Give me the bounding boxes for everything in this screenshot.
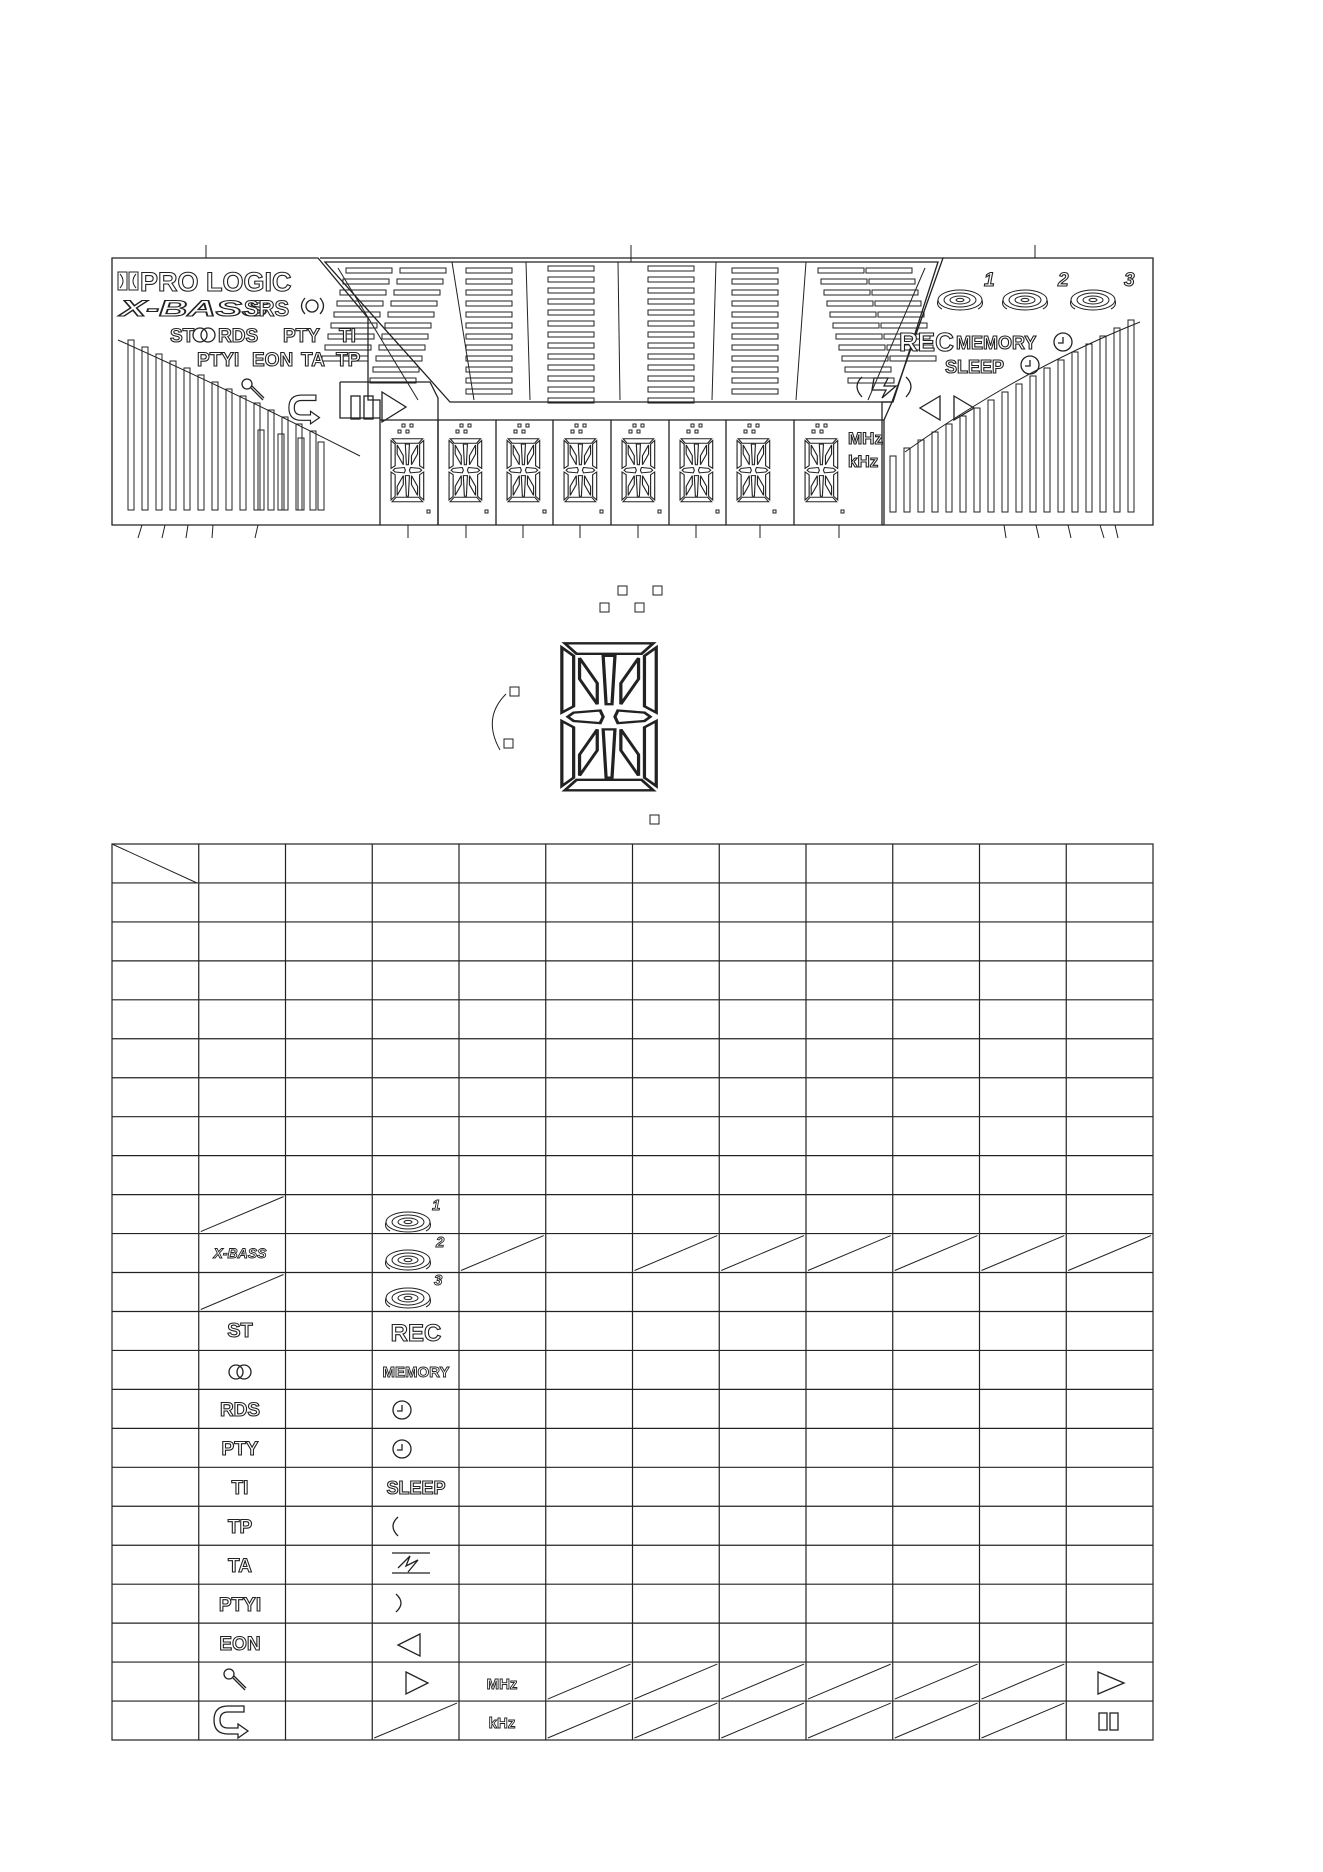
spectrum-bar [732,301,778,306]
spectrum-bar [548,332,594,337]
level-bar [254,403,260,510]
empty-cell-slash [895,1703,978,1738]
digit-box [553,420,611,525]
empty-cell-slash [548,1664,631,1699]
spectrum-bar [732,356,778,361]
clock-icon [1054,333,1072,351]
table-eon: EON [219,1634,261,1655]
spectrum-bar [400,268,446,273]
table-disc-2-number: 2 [436,1234,445,1251]
spectrum-bar [648,310,694,315]
empty-cell-slash [895,1664,978,1699]
table-sleep: SLEEP [386,1478,446,1498]
rec-label: REC [899,327,954,357]
srs-surround-icon [302,298,324,314]
table-pause-icon [1099,1713,1118,1730]
level-bar [1072,352,1078,512]
rds-label: RDS [218,326,259,347]
spectrum-bar [878,312,924,317]
spectrum-bar [732,334,778,339]
level-bar [1058,360,1064,512]
table-rds: RDS [219,1400,261,1421]
level-bar [296,424,302,510]
khz-label: kHz [848,452,879,471]
spectrum-bar [397,279,443,284]
ptyi-label: PTYI [197,350,240,371]
empty-cell-slash [1068,1236,1151,1271]
spectrum-bar [648,354,694,359]
spectrum-bar [648,376,694,381]
spectrum-bar [466,279,512,284]
spectrum-bar [466,323,512,328]
empty-cell-slash [201,1275,284,1310]
digit-character [737,439,770,502]
spectrum-bar [732,290,778,295]
empty-cell-slash [808,1236,891,1271]
spectrum-bar [866,268,912,273]
table-pty: PTY [221,1439,259,1460]
table-disc-3-number: 3 [434,1272,443,1289]
digit-character [564,439,597,502]
table-lightning-icon [392,1553,430,1573]
level-bar [298,438,304,510]
table-disc-2-icon [386,1250,431,1270]
spectrum-bar [548,343,594,348]
spectrum-bar [548,321,594,326]
empty-cell-slash [201,1197,284,1232]
level-bar [1044,368,1050,512]
empty-cell-slash [374,1703,457,1738]
level-bar [170,361,176,510]
dolby-logo-icon [118,272,138,290]
spectrum-bar [845,367,891,372]
level-bar [128,340,134,510]
mic-icon [242,379,264,400]
disc-3-icon [1071,290,1116,310]
spectrum-bar [548,277,594,282]
spectrum-bar [373,367,419,372]
level-bar [1002,392,1008,512]
table-disc-1-icon [386,1212,431,1232]
spectrum-bar [548,376,594,381]
disc-3-number: 3 [1124,270,1135,291]
ti-label: TI [339,326,356,347]
digit-box [669,420,726,525]
digit-character [391,439,424,502]
spectrum-bar [648,299,694,304]
table-st: ST [227,1320,253,1342]
digit-box [380,420,438,525]
digit-box [438,420,496,525]
empty-cell-slash [982,1236,1065,1271]
digit-character [805,439,838,502]
table-disc-1-number: 1 [432,1197,441,1214]
level-bar [1128,320,1134,512]
stereo-icon [193,328,215,342]
level-bar [198,375,204,510]
spectrum-bar [391,301,437,306]
table-clock-1-icon [393,1401,411,1419]
spectrum-bar [466,301,512,306]
empty-cell-slash [982,1664,1065,1699]
sleep-label: SLEEP [945,357,1005,377]
level-bar [184,368,190,510]
mhz-label: MHz [848,429,883,448]
spectrum-divider [618,262,620,400]
ta-label: TA [301,350,325,371]
spectrum-bar [385,323,431,328]
level-bar [278,434,284,510]
spectrum-bar [821,279,867,284]
spectrum-bar [548,299,594,304]
spectrum-bar [732,268,778,273]
segment-assignment-table [112,844,1153,1740]
spectrum-bar [732,378,778,383]
level-bar [946,424,952,512]
spectrum-bar [836,334,882,339]
empty-cell-slash [635,1703,718,1738]
table-play-icon [1098,1672,1124,1694]
table-khz: kHz [488,1715,516,1732]
empty-cell-slash [635,1236,718,1271]
table-triangle-right-icon [406,1672,428,1694]
spectrum-bar [839,345,885,350]
empty-cell-slash [982,1703,1065,1738]
spectrum-bar [824,290,870,295]
level-bar [282,417,288,510]
digit-box [496,420,553,525]
spectrum-bar [648,266,694,271]
spectrum-bar [827,301,873,306]
spectrum-bar [466,268,512,273]
digit-character [449,439,482,502]
digit-character [507,439,540,502]
spectrum-bar [869,279,915,284]
spectrum-bar [466,312,512,317]
level-bar [226,389,232,510]
spectrum-bar [648,321,694,326]
table-tp: TP [227,1517,253,1538]
level-bar [1030,376,1036,512]
table-stereo-icon [229,1365,251,1379]
spectrum-bar [648,332,694,337]
spectrum-divider [452,262,474,400]
table-ptyi: PTYI [218,1595,262,1616]
spectrum-bar [548,288,594,293]
digit-character [622,439,655,502]
table-disc-3-icon [386,1288,431,1308]
level-bar [142,347,148,510]
spectrum-bar [648,277,694,282]
level-bar [1086,344,1092,512]
level-bar [212,382,218,510]
digit-box [611,420,669,525]
empty-cell-slash [721,1236,804,1271]
empty-cell-slash [808,1664,891,1699]
disc-1-icon [938,290,983,310]
spectrum-bar [732,389,778,394]
table-clock-2-icon [393,1440,411,1458]
level-bar [974,408,980,512]
spectrum-bar [466,345,512,350]
spectrum-divider [796,262,806,400]
level-bar [960,416,966,512]
pro-logic-label: PRO LOGIC [140,267,292,297]
spectrum-bar [548,354,594,359]
spectrum-bar [466,367,512,372]
spectrum-bar [648,343,694,348]
spectrum-bar [872,290,918,295]
empty-cell-slash [808,1703,891,1738]
spectrum-bar [346,268,392,273]
disc-1-number: 1 [984,270,995,291]
table-moon-right-icon [396,1594,401,1612]
level-bar [156,354,162,510]
xbass-label: X-BASS [116,296,269,321]
level-bar [890,456,896,512]
spectrum-bar [732,279,778,284]
pty-label: PTY [283,326,320,347]
spectrum-bar [548,365,594,370]
level-bar [240,396,246,510]
spectrum-divider [712,262,716,400]
spectrum-bar [548,387,594,392]
eon-label: EON [252,350,294,371]
spectrum-bar [648,288,694,293]
memory-label: MEMORY [956,333,1037,353]
spectrum-bar [548,310,594,315]
level-bar [988,400,994,512]
table-memory: MEMORY [382,1364,450,1381]
level-bar [268,410,274,510]
digit-row [380,402,892,525]
level-bar [932,432,938,512]
table-ta: TA [228,1556,252,1577]
spectrum-bar [466,334,512,339]
table-mhz: MHz [486,1676,518,1693]
spectrum-bar [376,356,422,361]
table-xbass: X-BASS [213,1245,267,1261]
level-bar [310,431,316,510]
empty-cell-slash [461,1236,544,1271]
disc-2-number: 2 [1058,270,1069,291]
level-bar [318,442,324,510]
spectrum-bar [875,301,921,306]
empty-cell-slash [548,1703,631,1738]
spectrum-bar [648,387,694,392]
level-bar [1114,328,1120,512]
level-bar [904,448,910,512]
spectrum-bar [732,367,778,372]
digit-character [680,439,713,502]
sleep-clock-icon [1021,356,1039,374]
table-ti: TI [231,1478,249,1499]
repeat-arrow-icon [289,395,320,424]
spectrum-bar [732,345,778,350]
spectrum-bar [466,356,512,361]
spectrum-bar [830,312,876,317]
level-bar [1100,336,1106,512]
empty-cell-slash [635,1664,718,1699]
level-bar [918,440,924,512]
table-moon-left-icon [393,1517,398,1536]
display-panel [112,245,1153,538]
enlarged-digit [492,586,662,824]
empty-cell-slash [895,1236,978,1271]
spectrum-bar [732,323,778,328]
st-label: ST [170,326,195,347]
spectrum-bar [648,365,694,370]
table-triangle-left-icon [398,1634,420,1656]
table-repeat-icon [214,1706,248,1738]
play-icon [382,392,406,422]
spectrum-bar [548,266,594,271]
spectrum-bar [343,279,389,284]
spectrum-bar [842,356,888,361]
spectrum-bar [388,312,434,317]
table-rec: REC [390,1320,442,1347]
spectrum-bar [466,290,512,295]
disc-2-icon [1003,290,1048,310]
table-mic-icon [224,1669,246,1690]
srs-label: SRS [244,296,290,321]
tp-label: TP [336,350,361,371]
moon-lightning-icon [857,377,911,398]
spectrum-bar [466,378,512,383]
triangle-left-icon [920,396,940,420]
spectrum-bar [732,312,778,317]
spectrum-bar [382,334,428,339]
spectrum-bar [818,268,864,273]
level-bar [1016,384,1022,512]
empty-cell-slash [721,1664,804,1699]
spectrum-divider [526,262,530,400]
level-bar [258,430,264,510]
spectrum-bar [394,290,440,295]
spectrum-bar [833,323,879,328]
empty-cell-slash [721,1703,804,1738]
